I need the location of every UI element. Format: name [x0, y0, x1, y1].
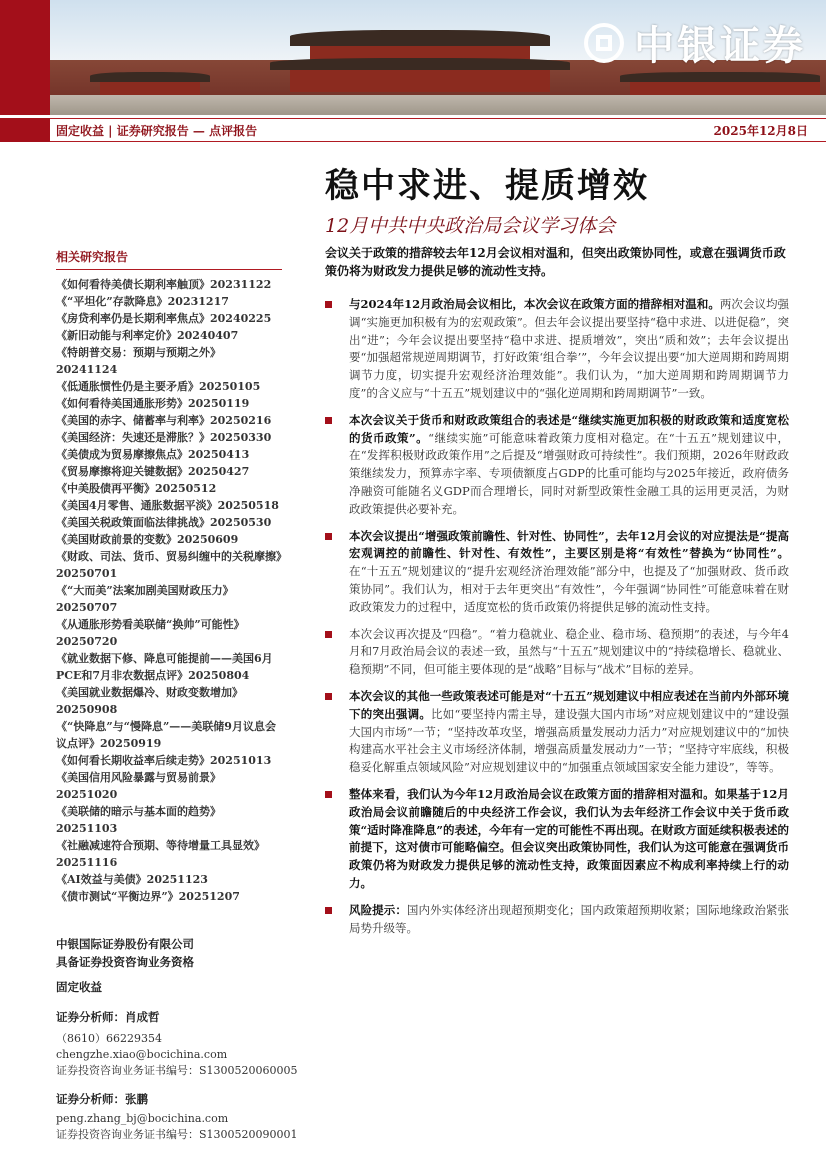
related-report-link[interactable]: 《低通胀惯性仍是主要矛盾》20250105	[56, 380, 261, 393]
report-date: 2025年12月8日	[713, 124, 808, 138]
bullet-square-icon	[325, 791, 332, 798]
related-report-link[interactable]: 《就业数据下修、降息可能提前——美国6月PCE和7月非农数据点评》20250804	[56, 652, 273, 682]
bullet-square-icon	[325, 417, 332, 424]
bullet-text: 在“十五五”规划建议的“提升宏观经济治理效能”部分中，也提及了“加强财政、货币政策协同”。我们认为，相对于去年更突出“有效性”，今年强调“协同性”可能意味着在财政政策发力的过程中，适度宽松的货币政策仍将提供足够的流动性支持。	[349, 564, 789, 614]
related-report-link[interactable]: 《“平坦化”存款降息》20231217	[56, 295, 229, 308]
related-report-link[interactable]: 《美国财政前景的变数》20250609	[56, 533, 239, 546]
page-subtitle: 12月中共中央政治局会议学习体会	[325, 215, 616, 237]
bullet-square-icon	[325, 907, 332, 914]
summary-paragraph: 会议关于政策的措辞较去年12月会议相对温和，但突出政策协同性，或意在强调货币政策仍将为财政发力提供足够的流动性支持。	[325, 246, 786, 278]
related-report-link[interactable]: 《美联储的暗示与基本面的趋势》20251103	[56, 805, 221, 835]
related-report-link[interactable]: 《美国信用风险暴露与贸易前景》20251020	[56, 771, 221, 801]
bullet-lead: 整体来看，我们认为今年12月政治局会议在政策方面的措辞相对温和。如果基于12月政治局会议前瞻随后的中央经济工作会议，我们认为去年经济工作会议中关于货币政策“适时降准降息”的表述，今年有一定的可能性不再出现。在财政方面延续积极表述的前提下，这对债市可能略偏空。但会议突出政策协同性，我们认为这可能意在强调货币政策仍将为财政发力提供足够的流动性支持，政策面因素应不构成利率持续上行的动力。	[349, 786, 789, 890]
analyst-cert: 证券投资咨询业务证书编号：S1300520060005	[56, 1064, 298, 1077]
related-report-link[interactable]: 《美国4月零售、通胀数据平淡》20250518	[56, 499, 279, 512]
bullet-text: 本次会议再次提及“四稳”。“着力稳就业、稳企业、稳市场、稳预期”的表述，与今年4月和7月政治局会议的表述一致，虽然与“十五五”规划建议中的“持续稳增长、稳就业、稳预期”不同，但可能主要体现的是“战略”目标与“战术”目标的差异。	[349, 626, 789, 677]
related-reports-list	[56, 276, 314, 905]
sector-label: 固定收益	[56, 980, 102, 994]
related-report-link[interactable]: 《如何看长期收益率后续走势》20251013	[56, 754, 272, 767]
related-report-link[interactable]: 《财政、司法、货币、贸易纠缠中的关税摩擦》20250701	[56, 550, 282, 580]
bullet-lead: 本次会议关于货币和财政政策组合的表述是“继续实施更加积极的财政政策和适度宽松的货币政策”。	[349, 412, 789, 445]
related-report-link[interactable]: 《特朗普交易：预期与预期之外》20241124	[56, 346, 221, 376]
bullet-list	[325, 296, 789, 937]
related-report-link[interactable]: 《中美股债再平衡》20250512	[56, 482, 217, 495]
bullet-lead: 风险提示：	[349, 902, 407, 917]
bullet-square-icon	[325, 301, 332, 308]
bullet-square-icon	[325, 631, 332, 638]
bullet-item	[325, 902, 789, 938]
infobar-red-strip	[0, 118, 50, 142]
palace-hall-lower	[290, 70, 550, 92]
related-report-link[interactable]: 《美国关税政策面临法律挑战》20250530	[56, 516, 272, 529]
info-bar	[50, 118, 826, 142]
analyst-name: 证券分析师：张鹏	[56, 1092, 148, 1106]
related-report-link[interactable]: 《美国经济：失速还是滞胀？》20250330	[56, 431, 272, 444]
analyst-name: 证券分析师：肖成哲	[56, 1010, 160, 1024]
bullet-square-icon	[325, 533, 332, 540]
bullet-text: 国内外实体经济出现超预期变化；国内政策超预期收紧；国际地缘政治紧张局势升级等。	[349, 902, 789, 935]
related-reports-heading: 相关研究报告	[56, 248, 282, 270]
bullet-item	[325, 626, 789, 679]
related-report-link[interactable]: 《如何看待美国通胀形势》20250119	[56, 397, 250, 410]
related-report-link[interactable]: 《AI效益与美债》20251123	[56, 873, 208, 886]
header-banner	[0, 0, 826, 115]
related-report-link[interactable]: 《房贷利率仍是长期利率焦点》20240225	[56, 312, 272, 325]
bullet-item	[325, 688, 789, 777]
side-hall-right	[630, 82, 820, 96]
page-title: 稳中求进、提质增效	[325, 166, 649, 206]
related-report-link[interactable]: 《美国的赤字、储蓄率与利率》20250216	[56, 414, 272, 427]
main-content	[325, 244, 789, 946]
analyst-block	[56, 1009, 314, 1079]
bullet-square-icon	[325, 693, 332, 700]
related-report-link[interactable]: 《如何看待美债长期利率触顶》20231122	[56, 278, 272, 291]
bullet-lead: 与2024年12月政治局会议相比，本次会议在政策方面的措辞相对温和。	[349, 297, 720, 311]
boc-logo-icon	[584, 23, 624, 63]
related-report-link[interactable]: 《贸易摩擦将迎关键数据》20250427	[56, 465, 250, 478]
bullet-text: 比如“要坚持内需主导，建设强大国内市场”对应规划建议中的“建设强大国内市场”一节；“坚持改革攻坚，增强高质量发展动力活力”对应规划建议中的“加快构建高水平社会主义市场经济体制，增强高质量发展动力”一节；“坚持守牢底线，积极稳妥化解重点领域风险”对应规划建议中的“加强重点领域国家安全能力建设”，等等。	[349, 706, 790, 775]
bullet-lead: 本次会议提出“增强政策前瞻性、针对性、协同性”，去年12月会议的对应提法是“提高宏观调控的前瞻性、针对性、有效性”，主要区别是将“有效性”替换为“协同性”。	[349, 528, 789, 561]
side-pavilion-right	[620, 72, 820, 82]
related-report-link[interactable]: 《“大而美”法案加剧美国财政压力》20250707	[56, 584, 234, 614]
analyst-phone: （8610）66229354	[56, 1032, 162, 1045]
side-pavilion-left	[90, 72, 210, 82]
related-report-link[interactable]: 《新旧动能与利率定价》20240407	[56, 329, 239, 342]
related-report-link[interactable]: 《“快降息”与“慢降息”——美联储9月议息会议点评》20250919	[56, 720, 276, 750]
palace-roof-lower	[270, 58, 570, 70]
side-hall-left	[100, 82, 200, 96]
bullet-lead: 本次会议的其他一些政策表述可能是对“十五五”规划建议中相应表述在当前内外部环境下的突出强调。	[349, 688, 789, 721]
bullet-item	[325, 786, 789, 893]
banner-ground	[0, 95, 826, 115]
banner-red-strip	[0, 0, 50, 115]
analyst-email[interactable]: chengzhe.xiao@bocichina.com	[56, 1048, 228, 1061]
bullet-item	[325, 412, 789, 519]
bullet-item	[325, 528, 789, 617]
bullet-text: 两次会议均强调“实施更加积极有为的宏观政策”。但去年会议提出要坚持“稳中求进、以进促稳”，突出“进”；今年会议提出要坚持“稳中求进、提质增效”，突出“质和效”；去年会议提出要“加强超常规逆周期调节，打好政策‘组合拳’”，今年会议提出要“加大逆周期和跨周期调节力度，切实提升宏观经济治理效能”。我们认为，“加大逆周期和跨周期调节力度”的含义应与“十五五”规划建议中的“强化逆周期和跨周期调节”一致。	[349, 297, 789, 400]
left-sidebar	[56, 248, 314, 1143]
org-name: 中银国际证券股份有限公司	[56, 937, 194, 951]
analyst-block	[56, 1091, 314, 1143]
brand-logo	[584, 14, 806, 71]
bullet-text: “继续实施”可能意味着政策力度相对稳定。在“十五五”规划建议中，在“发挥积极财政政策作用”之后提及“增强财政可持续性”。我们预期，2026年财政政策继续发力，预算赤字率、专项债额度占GDP的比重可能均与2025年接近，政府债务净融资可能随名义GDP而合理增长，同时对新型政策性金融工具的运用更灵活，为财政政策提供必要补充。	[349, 430, 789, 516]
bullet-item	[325, 296, 789, 403]
brand-name: 中银证券	[634, 23, 806, 69]
related-report-link[interactable]: 《从通胀形势看美联储“换帅”可能性》20250720	[56, 618, 245, 648]
analyst-cert: 证券投资咨询业务证书编号：S1300520090001	[56, 1128, 298, 1141]
analyst-email[interactable]: peng.zhang_bj@bocichina.com	[56, 1112, 229, 1125]
related-report-link[interactable]: 《美债成为贸易摩擦焦点》20250413	[56, 448, 250, 461]
org-qualification: 具备证券投资咨询业务资格	[56, 955, 194, 969]
report-category: 固定收益 | 证券研究报告 — 点评报告	[56, 124, 258, 138]
related-report-link[interactable]: 《社融减速符合预期、等待增量工具显效》20251116	[56, 839, 265, 869]
related-report-link[interactable]: 《债市测试“平衡边界”》20251207	[56, 890, 240, 903]
related-report-link[interactable]: 《美国就业数据爆冷、财政变数增加》20250908	[56, 686, 243, 716]
palace-roof-upper	[290, 30, 550, 46]
